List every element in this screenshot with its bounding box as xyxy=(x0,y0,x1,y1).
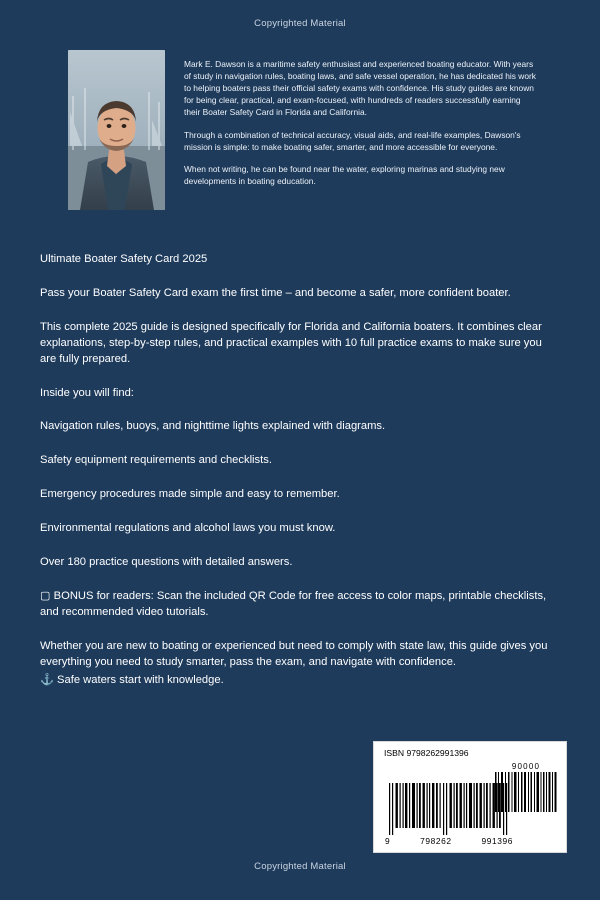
copyright-notice-top: Copyrighted Material xyxy=(254,18,346,29)
blurb-paragraph-2: This complete 2025 guide is designed specifically for Florida and California boaters. It combines clear explanations, step-by-step rules, and practical examples with 10 full practice exams to make sure you are fully prepared. xyxy=(40,320,542,365)
feature-item-1: Navigation rules, buoys, and nighttime lights explained with diagrams. xyxy=(40,420,386,433)
book-title: Ultimate Boater Safety Card 2025 xyxy=(40,253,208,265)
ean-left-digit: 9 xyxy=(385,836,391,846)
ean-group-2: 991396 xyxy=(481,836,513,846)
feature-item-2: Safety equipment requirements and checklists. xyxy=(40,454,272,467)
closing-paragraph: Whether you are new to boating or experienced but need to comply with state law, this guide gives you everything you need to study smarter, pass the exam, and navigate with confidence. xyxy=(40,639,548,668)
feature-item-5: Over 180 practice questions with detailed answers. xyxy=(40,556,293,569)
author-bio-paragraph-2: Through a combination of technical accuracy, visual aids, and real-life examples, Dawson's mission is simple: to make boating safer, smarter, and more accessible for everyone. xyxy=(184,129,521,152)
author-portrait xyxy=(68,50,165,210)
closing-tagline: ⚓ Safe waters start with knowledge. xyxy=(40,673,224,686)
ean-digits xyxy=(384,836,514,846)
ean-group-1: 798262 xyxy=(420,836,452,846)
price-code-digits: 90000 xyxy=(511,762,541,771)
book-description xyxy=(40,252,560,707)
bonus-note: ▢ BONUS for readers: Scan the included QR Code for free access to color maps, printable checklists, and recommended video tutorials. xyxy=(40,589,547,618)
copyright-notice-bottom: Copyrighted Material xyxy=(254,861,346,872)
blurb-paragraph-3: Inside you will find: xyxy=(40,386,134,399)
barcode-block xyxy=(373,741,567,853)
isbn-label: ISBN 9798262991396 xyxy=(384,748,469,758)
blurb-paragraph-1: Pass your Boater Safety Card exam the first time – and become a safer, more confident boater. xyxy=(40,286,511,299)
feature-item-3: Emergency procedures made simple and easy to remember. xyxy=(40,488,340,501)
ean-barcode-bars xyxy=(384,783,514,835)
author-bio-paragraph-3: When not writing, he can be found near the water, exploring marinas and studying new developments in boating education. xyxy=(184,164,505,187)
author-portrait-image xyxy=(68,50,165,210)
ean-barcode xyxy=(384,783,514,846)
author-bio xyxy=(184,50,538,188)
feature-item-4: Environmental regulations and alcohol laws you must know. xyxy=(40,522,336,535)
author-block xyxy=(68,50,538,210)
author-bio-paragraph-1: Mark E. Dawson is a maritime safety enthusiast and experienced boating educator. With years of study in navigation rules, boating laws, and safe vessel operation, he has dedicated his work to helping boaters pass their official safety exams with confidence. His study guides are known for being clear, practical, and exam-focused, with hundreds of readers successfully earning their Boater Safety Card in Florida and California. xyxy=(184,59,536,117)
